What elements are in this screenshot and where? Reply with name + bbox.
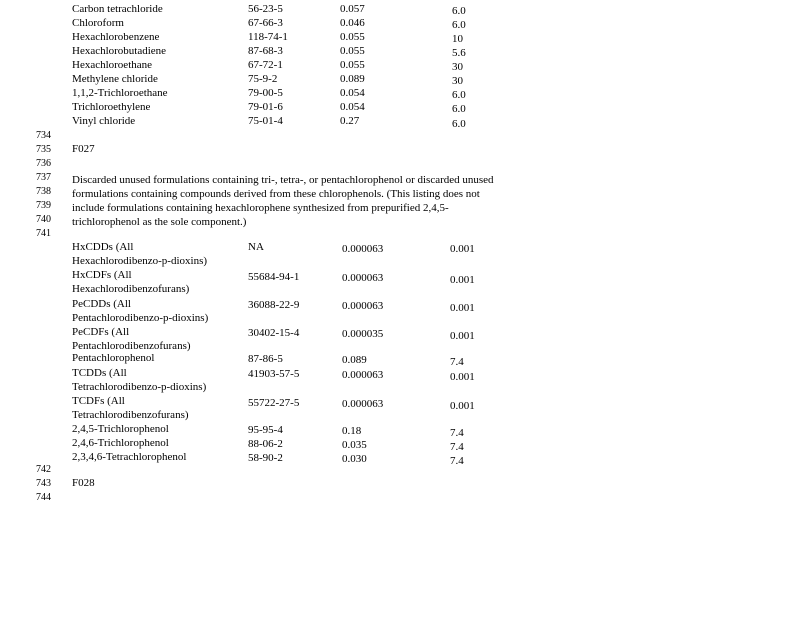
cas-number: 67-72-1 <box>248 59 283 71</box>
description-line: trichlorophenol as the sole component.) <box>72 216 247 228</box>
wastewater-value: 0.054 <box>340 101 365 113</box>
nonwastewater-value: 6.0 <box>452 19 466 31</box>
constituent-name: PeCDDs (All <box>72 298 131 310</box>
line-number: 734 <box>36 130 51 141</box>
constituent-name: Hexachlorobutadiene <box>72 45 167 57</box>
wastewater-value: 0.057 <box>340 3 365 15</box>
wastewater-value: 0.089 <box>342 354 367 366</box>
wastewater-value: 0.000035 <box>342 328 384 340</box>
cas-number: 55722-27-5 <box>248 397 300 409</box>
nonwastewater-value: 7.4 <box>450 455 464 467</box>
cas-number: NA <box>248 241 264 253</box>
line-number: 743 <box>36 478 51 489</box>
nonwastewater-value: 6.0 <box>452 89 466 101</box>
description-line: formulations containing compounds derived from these chlorophenols. (This listing does not <box>72 188 480 200</box>
wastewater-value: 0.054 <box>340 87 365 99</box>
wastewater-value: 0.055 <box>340 59 365 71</box>
nonwastewater-value: 0.001 <box>450 274 475 286</box>
wastewater-value: 0.030 <box>342 453 367 465</box>
nonwastewater-value: 7.4 <box>450 356 464 368</box>
wastewater-value: 0.046 <box>340 17 365 29</box>
cas-number: 75-01-4 <box>248 115 283 127</box>
constituent-name: Methylene chloride <box>72 73 158 85</box>
nonwastewater-value: 7.4 <box>450 441 464 453</box>
wastewater-value: 0.27 <box>340 115 360 127</box>
cas-number: 75-9-2 <box>248 73 278 85</box>
nonwastewater-value: 30 <box>452 61 463 73</box>
waste-code-f028: F028 <box>72 477 95 489</box>
constituent-name: Chloroform <box>72 17 124 29</box>
constituent-name: Carbon tetrachloride <box>72 3 163 15</box>
line-number: 735 <box>36 144 51 155</box>
nonwastewater-value: 30 <box>452 75 463 87</box>
constituent-name: 2,4,6-Trichlorophenol <box>72 437 169 449</box>
wastewater-value: 0.055 <box>340 45 365 57</box>
constituent-name: 1,1,2-Trichloroethane <box>72 87 168 99</box>
constituent-name: 2,4,5-Trichlorophenol <box>72 423 169 435</box>
nonwastewater-value: 6.0 <box>452 5 466 17</box>
waste-code-f027: F027 <box>72 143 95 155</box>
wastewater-value: 0.000063 <box>342 398 384 410</box>
wastewater-value: 0.055 <box>340 31 365 43</box>
line-number: 740 <box>36 214 51 225</box>
nonwastewater-value: 0.001 <box>450 371 475 383</box>
wastewater-value: 0.035 <box>342 439 367 451</box>
nonwastewater-value: 0.001 <box>450 400 475 412</box>
wastewater-value: 0.000063 <box>342 272 384 284</box>
cas-number: 58-90-2 <box>248 452 283 464</box>
wastewater-value: 0.089 <box>340 73 365 85</box>
constituent-name: TCDDs (All <box>72 367 127 379</box>
line-number: 737 <box>36 172 51 183</box>
line-number: 738 <box>36 186 51 197</box>
constituent-name-continued: Tetrachlorodibenzofurans) <box>72 409 189 421</box>
cas-number: 95-95-4 <box>248 424 283 436</box>
constituent-name-continued: Tetrachlorodibenzo-p-dioxins) <box>72 381 207 393</box>
constituent-name: Hexachloroethane <box>72 59 153 71</box>
wastewater-value: 0.000063 <box>342 369 384 381</box>
line-number: 741 <box>36 228 51 239</box>
constituent-name: HxCDFs (All <box>72 269 132 281</box>
description-line: Discarded unused formulations containing tri-, tetra-, or pentachlorophenol or discarded unused <box>72 174 494 186</box>
constituent-name: Trichloroethylene <box>72 101 151 113</box>
cas-number: 87-86-5 <box>248 353 283 365</box>
nonwastewater-value: 5.6 <box>452 47 466 59</box>
constituent-name: Pentachlorophenol <box>72 352 155 364</box>
constituent-name: HxCDDs (All <box>72 241 134 253</box>
nonwastewater-value: 6.0 <box>452 103 466 115</box>
constituent-name-continued: Pentachlorodibenzo-p-dioxins) <box>72 312 209 324</box>
wastewater-value: 0.000063 <box>342 300 384 312</box>
cas-number: 30402-15-4 <box>248 327 300 339</box>
constituent-name-continued: Pentachlorodibenzofurans) <box>72 340 191 352</box>
nonwastewater-value: 6.0 <box>452 118 466 130</box>
cas-number: 56-23-5 <box>248 3 283 15</box>
nonwastewater-value: 0.001 <box>450 243 475 255</box>
wastewater-value: 0.000063 <box>342 243 384 255</box>
nonwastewater-value: 7.4 <box>450 427 464 439</box>
nonwastewater-value: 0.001 <box>450 330 475 342</box>
cas-number: 88-06-2 <box>248 438 283 450</box>
line-number: 744 <box>36 492 51 503</box>
cas-number: 118-74-1 <box>248 31 288 43</box>
nonwastewater-value: 10 <box>452 33 463 45</box>
constituent-name: Hexachlorobenzene <box>72 31 160 43</box>
cas-number: 36088-22-9 <box>248 299 300 311</box>
cas-number: 79-01-6 <box>248 101 283 113</box>
line-number: 739 <box>36 200 51 211</box>
wastewater-value: 0.18 <box>342 425 362 437</box>
constituent-name: PeCDFs (All <box>72 326 130 338</box>
cas-number: 87-68-3 <box>248 45 283 57</box>
nonwastewater-value: 0.001 <box>450 302 475 314</box>
constituent-name-continued: Hexachlorodibenzo-p-dioxins) <box>72 255 208 267</box>
cas-number: 79-00-5 <box>248 87 283 99</box>
constituent-name: TCDFs (All <box>72 395 125 407</box>
cas-number: 67-66-3 <box>248 17 283 29</box>
cas-number: 41903-57-5 <box>248 368 300 380</box>
constituent-name: 2,3,4,6-Tetrachlorophenol <box>72 451 187 463</box>
constituent-name-continued: Hexachlorodibenzofurans) <box>72 283 190 295</box>
cas-number: 55684-94-1 <box>248 271 300 283</box>
description-line: include formulations containing hexachlorophene synthesized from prepurified 2,4,5- <box>72 202 449 214</box>
line-number: 736 <box>36 158 51 169</box>
constituent-name: Vinyl chloride <box>72 115 136 127</box>
line-number: 742 <box>36 464 51 475</box>
